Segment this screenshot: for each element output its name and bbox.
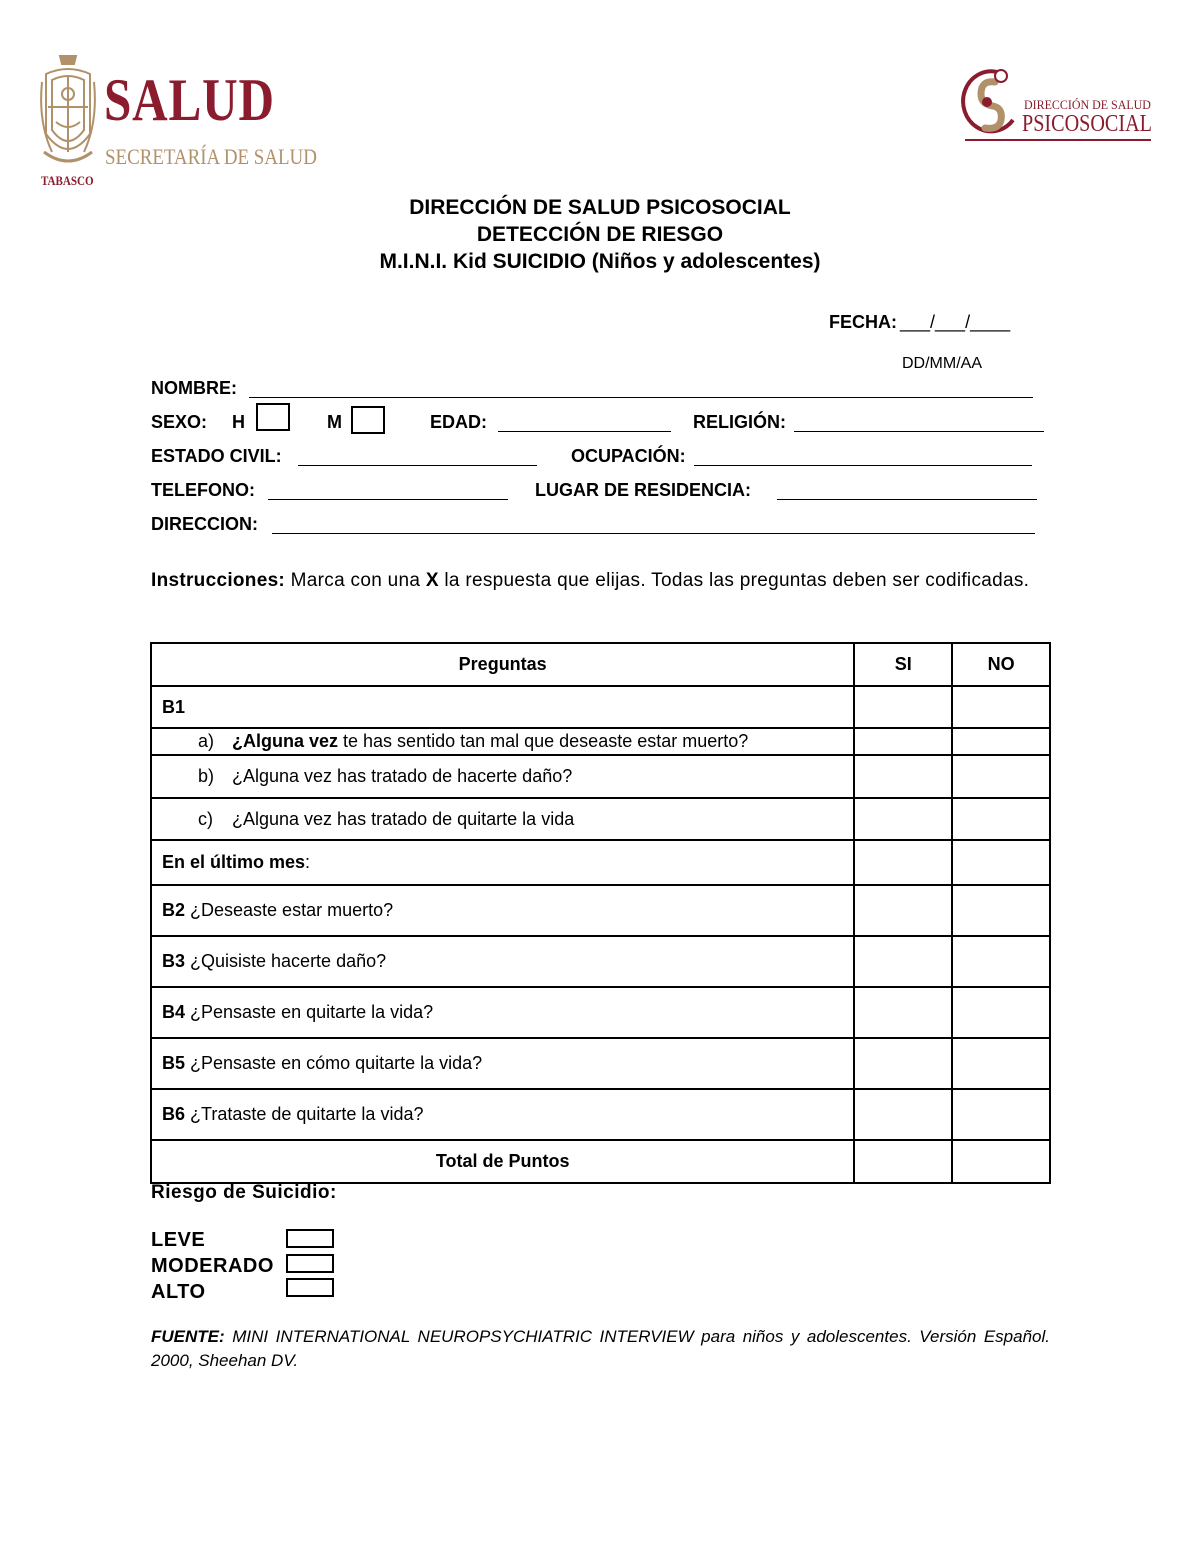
table-row-b6: [151, 1089, 1050, 1140]
b4-code: B4: [162, 1002, 186, 1022]
b6-text: ¿Trataste de quitarte la vida?: [185, 1104, 424, 1124]
last-month-si-cell: [854, 840, 952, 885]
fecha-field[interactable]: ___/___/____: [900, 312, 1011, 332]
b5-code: B5: [162, 1053, 186, 1073]
b1c-letter: c): [198, 808, 213, 829]
risk-moderado-checkbox[interactable]: [286, 1254, 334, 1273]
table-row-b1a: [151, 728, 1050, 755]
b3-si-cell[interactable]: [854, 936, 952, 987]
title-line-3: M.I.N.I. Kid SUICIDIO (Niños y adolescentes): [379, 250, 821, 273]
salud-wordmark: SALUD: [104, 67, 275, 133]
b1-label: B1: [151, 686, 854, 728]
salud-tabasco-logo: [38, 52, 317, 192]
direccion-de-salud-text: DIRECCIÓN DE SALUD: [1024, 97, 1151, 112]
estado-civil-field[interactable]: [298, 446, 537, 466]
sexo-h-checkbox[interactable]: [256, 403, 290, 431]
sexo-m-checkbox[interactable]: [351, 406, 385, 434]
sexo-m-label: M: [327, 412, 342, 432]
b2-code: B2: [162, 900, 186, 920]
table-row-b1b: [151, 755, 1050, 798]
b1a-question: [151, 728, 854, 755]
ocupacion-label: OCUPACIÓN:: [571, 446, 686, 466]
religion-field[interactable]: [794, 412, 1044, 432]
b4-no-cell[interactable]: [952, 987, 1050, 1038]
b3-text: ¿Quisiste hacerte daño?: [185, 951, 387, 971]
last-month-colon: :: [305, 852, 311, 872]
b1a-text: te has sentido tan mal que deseaste estar muerto?: [338, 731, 749, 751]
estado-civil-label: ESTADO CIVIL:: [151, 446, 282, 466]
b1c-no-cell[interactable]: [952, 798, 1050, 840]
b2-si-cell[interactable]: [854, 885, 952, 936]
title-line-1: DIRECCIÓN DE SALUD PSICOSOCIAL: [409, 196, 791, 219]
total-si-cell[interactable]: [854, 1140, 952, 1183]
table-row-last-month: [151, 840, 1050, 885]
instructions: [151, 568, 1031, 594]
lugar-residencia-label: LUGAR DE RESIDENCIA:: [535, 480, 752, 500]
b4-si-cell[interactable]: [854, 987, 952, 1038]
nombre-label: NOMBRE:: [151, 378, 237, 398]
religion-label: RELIGIÓN:: [693, 412, 786, 432]
nombre-field[interactable]: [249, 378, 1033, 398]
source-label: FUENTE:: [151, 1327, 225, 1346]
last-month-no-cell: [952, 840, 1050, 885]
b1b-question: [151, 755, 854, 798]
table-row-b2: [151, 885, 1050, 936]
b1c-si-cell[interactable]: [854, 798, 952, 840]
b5-no-cell[interactable]: [952, 1038, 1050, 1089]
logo-underline: [965, 139, 1151, 141]
b1c-question: [151, 798, 854, 840]
b6-code: B6: [162, 1104, 186, 1124]
header-preguntas: Preguntas: [151, 643, 854, 686]
b6-question: [151, 1089, 854, 1140]
b6-si-cell[interactable]: [854, 1089, 952, 1140]
b2-question: [151, 885, 854, 936]
title-line-2: DETECCIÓN DE RIESGO: [476, 223, 724, 246]
b1a-si-cell[interactable]: [854, 728, 952, 755]
instructions-part1: Marca con una: [285, 570, 426, 591]
telefono-field[interactable]: [268, 480, 508, 500]
table-row-b3: [151, 936, 1050, 987]
table-row-b5: [151, 1038, 1050, 1089]
total-no-cell[interactable]: [952, 1140, 1050, 1183]
risk-leve-checkbox[interactable]: [286, 1229, 334, 1248]
b1b-letter: b): [198, 766, 215, 786]
b1a-letter: a): [198, 731, 215, 751]
b3-question: [151, 936, 854, 987]
edad-field[interactable]: [498, 412, 671, 432]
header-si: SI: [854, 643, 952, 686]
tabasco-crest-icon: [38, 52, 98, 174]
fecha-format-hint: DD/MM/AA: [902, 355, 982, 372]
risk-leve-label: LEVE: [151, 1229, 206, 1251]
risk-alto-checkbox[interactable]: [286, 1278, 334, 1297]
sexo-h-label: H: [232, 412, 245, 432]
b5-text: ¿Pensaste en cómo quitarte la vida?: [185, 1053, 483, 1073]
b5-question: [151, 1038, 854, 1089]
table-row-total: [151, 1140, 1050, 1183]
b1-no-cell[interactable]: [952, 686, 1050, 728]
tabasco-text: TABASCO: [41, 173, 94, 188]
table-row-b1: [151, 686, 1050, 728]
b2-text: ¿Deseaste estar muerto?: [185, 900, 394, 920]
risk-moderado-label: MODERADO: [151, 1255, 274, 1277]
b1-si-cell[interactable]: [854, 686, 952, 728]
b1a-bold: ¿Alguna vez: [232, 731, 339, 751]
b5-si-cell[interactable]: [854, 1038, 952, 1089]
last-month-label: [151, 840, 854, 885]
ocupacion-field[interactable]: [694, 446, 1032, 466]
psicosocial-logo: [955, 64, 1155, 146]
table-row-b4: [151, 987, 1050, 1038]
psicosocial-wordmark: PSICOSOCIAL: [1022, 111, 1152, 137]
table-header-row: [151, 643, 1050, 686]
b4-question: [151, 987, 854, 1038]
b6-no-cell[interactable]: [952, 1089, 1050, 1140]
psicosocial-emblem-icon: [957, 64, 1021, 140]
fecha-label: FECHA:: [829, 312, 897, 332]
b1c-text: ¿Alguna vez has tratado de quitarte la vida: [232, 808, 575, 829]
b1b-no-cell[interactable]: [952, 755, 1050, 798]
b2-no-cell[interactable]: [952, 885, 1050, 936]
direccion-label: DIRECCION:: [151, 514, 258, 534]
direccion-field[interactable]: [272, 514, 1035, 534]
header-no: NO: [952, 643, 1050, 686]
instructions-mark: X: [425, 570, 439, 591]
total-label: Total de Puntos: [151, 1140, 854, 1183]
b1b-si-cell[interactable]: [854, 755, 952, 798]
source-note: [151, 1325, 1050, 1373]
source-text: MINI INTERNATIONAL NEUROPSYCHIATRIC INTERVIEW para niños y adolescentes. Versión Español. 2000, Sheehan DV.: [151, 1327, 1050, 1370]
b1a-no-cell[interactable]: [952, 728, 1050, 755]
b3-no-cell[interactable]: [952, 936, 1050, 987]
b3-code: B3: [162, 951, 186, 971]
instructions-part2: la respuesta que elijas. Todas las preguntas deben ser codificadas.: [438, 570, 1030, 591]
secretaria-de-salud-text: SECRETARÍA DE SALUD: [105, 144, 317, 169]
edad-label: EDAD:: [430, 412, 487, 432]
sexo-label: SEXO:: [151, 412, 208, 432]
questions-table: [150, 642, 1051, 1184]
b1b-text: ¿Alguna vez has tratado de hacerte daño?: [232, 766, 573, 786]
table-row-b1c: [151, 798, 1050, 840]
risk-title: Riesgo de Suicidio:: [151, 1182, 337, 1203]
risk-alto-label: ALTO: [151, 1281, 206, 1303]
last-month-bold: En el último mes: [162, 852, 306, 872]
b4-text: ¿Pensaste en quitarte la vida?: [185, 1002, 434, 1022]
telefono-label: TELEFONO:: [151, 480, 255, 500]
lugar-residencia-field[interactable]: [777, 480, 1037, 500]
instructions-label: Instrucciones:: [151, 570, 286, 591]
